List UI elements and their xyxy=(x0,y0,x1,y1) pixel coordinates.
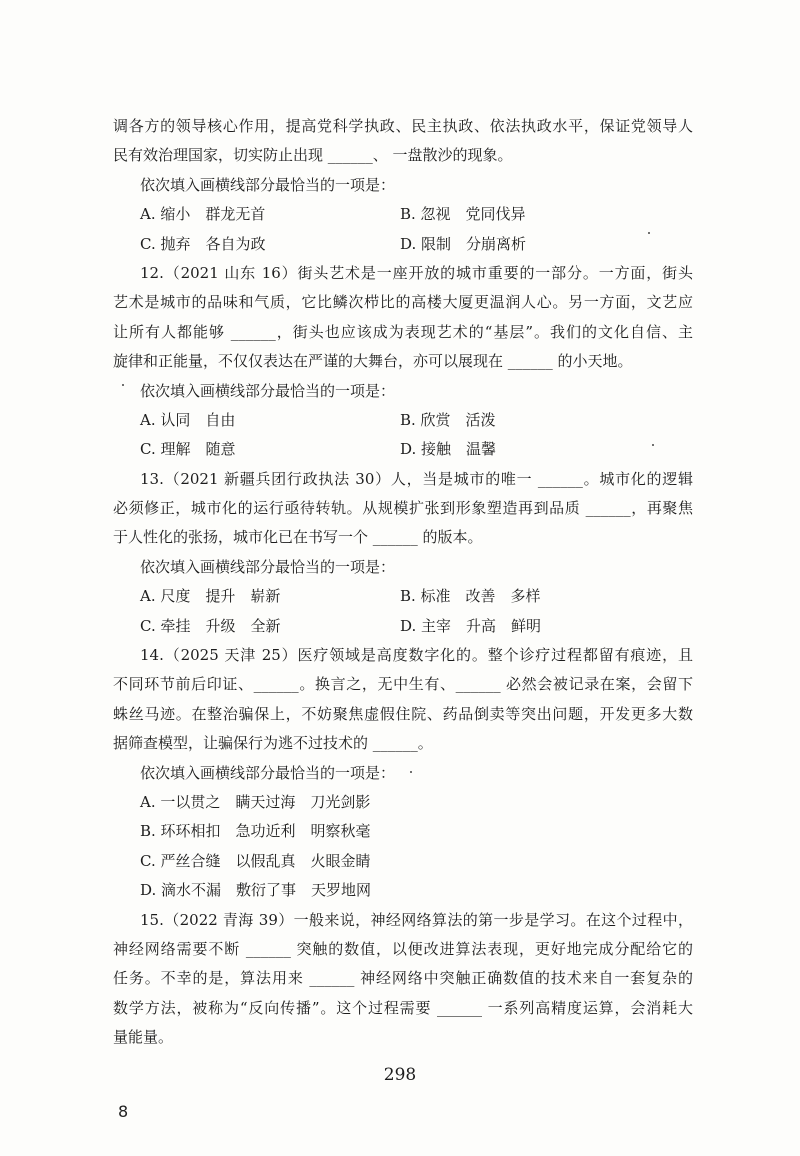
option-a: A. 一以贯之 瞒天过海 刀光剑影 xyxy=(140,792,371,811)
text-line: 据筛查模型，让骗保行为逃不过技术的 ______。 xyxy=(113,734,433,753)
question-number: 13. xyxy=(140,469,164,488)
question-number: 14. xyxy=(140,646,164,665)
question-12-first-line xyxy=(113,259,693,288)
text-line: 量能量。 xyxy=(113,1028,174,1047)
option-d: D. 限制 分崩离析 xyxy=(400,234,527,253)
option-d: D. 主宰 升高 鲜明 xyxy=(400,616,542,635)
question-15-first-line xyxy=(113,906,693,935)
text-line: 神经网络需要不断 ______ 突触的数值，以便改进算法表现，更好地完成分配给它的 xyxy=(113,939,693,958)
text-line: 旋律和正能量，不仅仅表达在严谨的大舞台，亦可以展现在 ______ 的小天地。 xyxy=(113,352,633,371)
question-number: 15. xyxy=(140,910,164,929)
text-line: 于人性化的张扬，城市化已在书写一个 ______ 的版本。 xyxy=(113,528,483,547)
stem-text: 一般来说，神经网络算法的第一步是学习。在这个过程中， xyxy=(293,910,693,929)
option-c: C. 理解 随意 xyxy=(140,440,236,459)
question-prompt: 依次填入画横线部分最恰当的一项是： xyxy=(140,763,396,782)
option-d: D. 接触 温馨 xyxy=(400,440,497,459)
option-b: B. 标准 改善 多样 xyxy=(400,587,541,606)
text-line: 艺术是城市的品味和气质，它比鳞次栉比的高楼大厦更温润人心。另一方面，文艺应 xyxy=(113,293,693,312)
corner-mark: 8 xyxy=(118,1102,129,1121)
option-row xyxy=(113,612,693,641)
option-a: A. 缩小 群龙无首 xyxy=(140,205,266,224)
text-line: 不同环节前后印证、______。换言之，无中生有、______ 必然会被记录在案，会留下 xyxy=(113,675,693,694)
scan-speck xyxy=(652,444,654,446)
option-c: C. 抛弃 各自为政 xyxy=(140,234,266,253)
text-line: 必须修正，城市化的运行亟待转轨。从规模扩张到形象塑造再到品质 ______，再聚焦 xyxy=(113,499,693,518)
text-line: 调各方的领导核心作用，提高党科学执政、民主执政、依法执政水平，保证党领导人 xyxy=(113,117,693,135)
question-prompt: 依次填入画横线部分最恰当的一项是： xyxy=(140,557,396,576)
option-row xyxy=(113,406,693,435)
scan-speck xyxy=(122,384,124,386)
stem-text: 人，当是城市的唯一 ______。城市化的逻辑 xyxy=(390,469,693,488)
text-line: 民有效治理国家，切实防止出现 ______、 一盘散沙的现象。 xyxy=(113,146,513,165)
scan-speck xyxy=(648,232,650,234)
page-number: 298 xyxy=(383,1065,417,1085)
page-body xyxy=(113,112,693,1053)
question-13-first-line xyxy=(113,465,693,494)
option-c: C. 牵挂 升级 全新 xyxy=(140,616,281,635)
question-14-first-line xyxy=(113,641,693,670)
option-row xyxy=(113,200,693,229)
option-row xyxy=(113,435,693,464)
question-prompt: 依次填入画横线部分最恰当的一项是： xyxy=(140,175,396,194)
question-source: （2021 山东 16） xyxy=(163,263,298,282)
question-source: （2021 新疆兵团行政执法 30） xyxy=(163,469,391,488)
option-a: A. 认同 自由 xyxy=(140,410,236,429)
text-line: 任务。不幸的是，算法用来 ______ 神经网络中突触正确数值的技术来自一套复杂的 xyxy=(113,969,693,988)
text-line: 让所有人都能够 ______，街头也应该成为表现艺术的“基层”。我们的文化自信、主 xyxy=(113,322,693,341)
option-c: C. 严丝合缝 以假乱真 火眼金睛 xyxy=(140,851,371,870)
question-prompt: 依次填入画横线部分最恰当的一项是： xyxy=(140,381,396,400)
option-a: A. 尺度 提升 崭新 xyxy=(140,587,281,606)
stem-text: 街头艺术是一座开放的城市重要的一部分。一方面，街头 xyxy=(297,263,693,282)
text-line: 蛛丝马迹。在整治骗保上，不妨聚焦虚假住院、药品倒卖等突出问题，开发更多大数 xyxy=(113,704,693,723)
option-row xyxy=(113,230,693,259)
option-row xyxy=(113,582,693,611)
question-number: 12. xyxy=(140,263,164,282)
option-b: B. 环环相扣 急功近利 明察秋毫 xyxy=(140,822,371,841)
question-source: （2022 青海 39） xyxy=(163,910,294,929)
option-d: D. 滴水不漏 敷衍了事 天罗地网 xyxy=(140,881,372,900)
question-source: （2025 天津 25） xyxy=(163,646,298,665)
stem-text: 医疗领域是高度数字化的。整个诊疗过程都留有痕迹，且 xyxy=(297,646,693,665)
scan-speck xyxy=(410,771,412,773)
text-line: 数学方法，被称为“反向传播”。这个过程需要 ______ 一系列高精度运算，会消耗大 xyxy=(113,998,693,1017)
option-b: B. 忽视 党同伐异 xyxy=(400,205,526,224)
option-b: B. 欣赏 活泼 xyxy=(400,410,496,429)
